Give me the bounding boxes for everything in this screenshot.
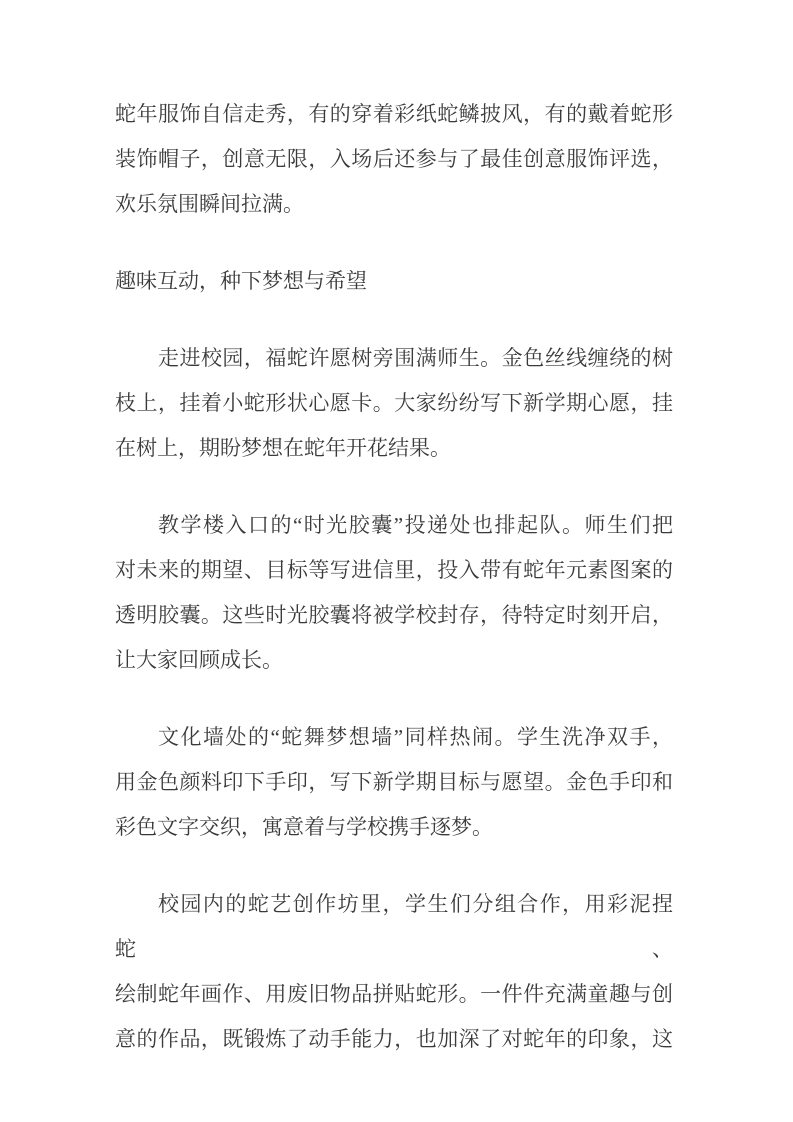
text-line: 走进校园，福蛇许愿树旁围满师生。金色丝线缠绕的树: [158, 346, 673, 370]
text-line: 绘制蛇年画作、用废旧物品拼贴蛇形。一件件充满童趣与创: [115, 982, 673, 1006]
text-line: 彩色文字交织，寓意着与学校携手逐梦。: [115, 815, 493, 839]
paragraph: [115, 503, 673, 683]
paragraph: [115, 336, 673, 471]
text-line: 对未来的期望、目标等写进信里，投入带有蛇年元素图案的: [115, 558, 673, 582]
text-line: 蛇年服饰自信走秀，有的穿着彩纸蛇鳞披风，有的戴着蛇形: [115, 102, 673, 126]
text-line: 透明胶囊。这些时光胶囊将被学校封存，待特定时刻开启，: [115, 603, 673, 627]
text-line: 欢乐氛围瞬间拉满。: [115, 192, 304, 216]
text-line: 用金色颜料印下手印，写下新学期目标与愿望。金色手印和: [115, 770, 673, 794]
section-heading: [115, 259, 673, 304]
text-line: 让大家回顾成长。: [115, 648, 283, 672]
text-line: 教学楼入口的“时光胶囊”投递处也排起队。师生们把: [158, 513, 673, 537]
text-line: 文化墙处的“蛇舞梦想墙”同样热闹。学生洗净双手，: [158, 725, 673, 749]
paragraph: [115, 715, 673, 850]
text-line: 意的作品，既锻炼了动手能力，也加深了对蛇年的印象，这: [115, 1027, 673, 1051]
text-line: 枝上，挂着小蛇形状心愿卡。大家纷纷写下新学期心愿，挂: [115, 391, 673, 415]
paragraph: [115, 882, 673, 1062]
paragraph: [115, 92, 673, 227]
text-line: 在树上，期盼梦想在蛇年开花结果。: [115, 436, 451, 460]
section-heading-text: 趣味互动，种下梦想与希望: [115, 269, 367, 293]
text-line: 校园内的蛇艺创作坊里，学生们分组合作，用彩泥捏蛇、: [115, 892, 673, 961]
text-line: 装饰帽子，创意无限，入场后还参与了最佳创意服饰评选，: [115, 147, 673, 171]
